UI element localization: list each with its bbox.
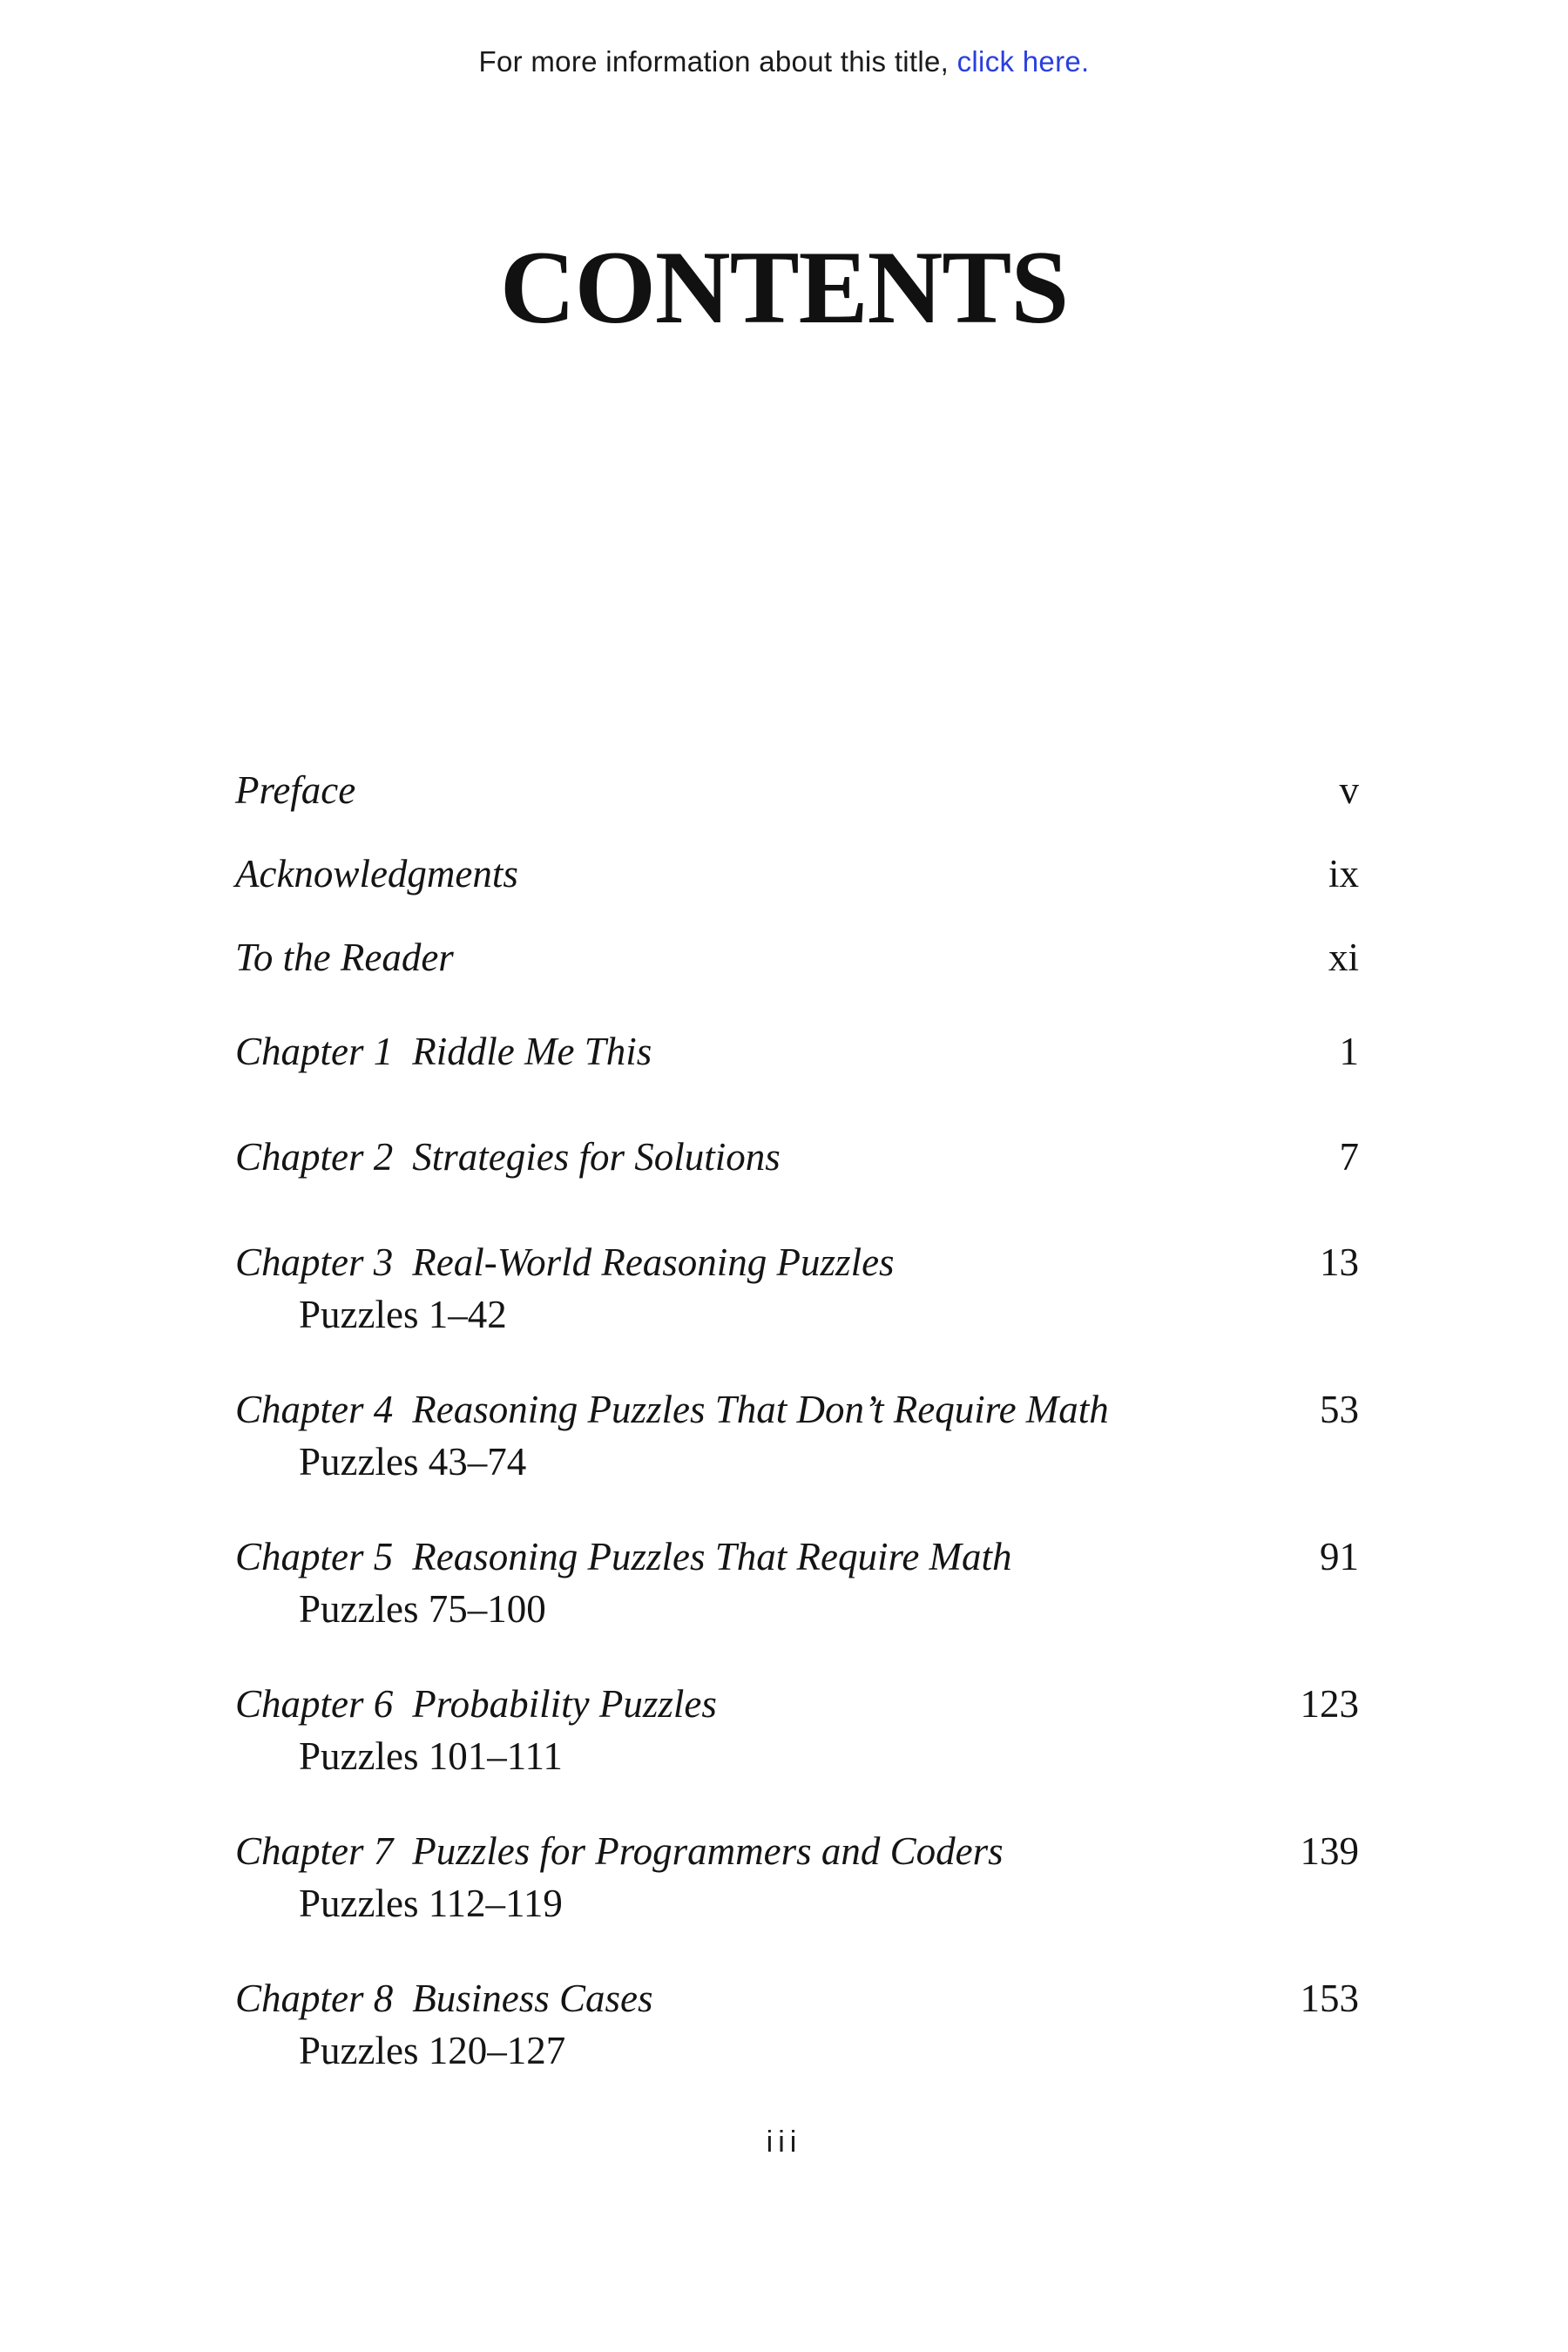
toc-entry-title [235,1531,1012,1583]
chapter-title: Business Cases [412,1977,653,2020]
click-here-link[interactable]: click here. [956,45,1090,78]
toc-entry-preface[interactable] [235,764,1359,816]
toc-entry-title: To the Reader [235,936,454,979]
chapter-title: Reasoning Puzzles That Require Math [412,1535,1012,1578]
toc-entry-puzzles: Puzzles 43–74 [299,1440,527,1484]
toc-entry-page: 139 [1300,1829,1359,1873]
toc-entry-chapter-5[interactable] [235,1531,1359,1635]
toc-entry-title [235,1383,1109,1436]
toc-entry-page: 53 [1320,1388,1359,1431]
toc-entry-chapter-3[interactable] [235,1236,1359,1341]
toc-entry-puzzles: Puzzles 1–42 [299,1293,507,1336]
toc-entry-chapter-8[interactable] [235,1972,1359,2077]
chapter-label: Chapter 2 [235,1135,394,1179]
toc-entry-chapter-2[interactable] [235,1131,1359,1183]
chapter-label: Chapter 1 [235,1030,394,1073]
toc-entry-puzzles: Puzzles 112–119 [299,1882,563,1925]
chapter-label: Chapter 3 [235,1240,394,1284]
toc-entry-page: 7 [1339,1135,1359,1179]
toc-entry-title: Preface [235,768,356,812]
toc-entry-title [235,1131,781,1183]
toc-entry-page: xi [1328,936,1359,979]
toc-entry-title: Acknowledgments [235,852,518,896]
page-number: iii [766,2126,802,2159]
chapter-title: Puzzles for Programmers and Coders [412,1829,1004,1873]
toc-entry-title [235,1025,652,1078]
toc-entry-puzzles: Puzzles 75–100 [299,1587,546,1631]
toc-entry-puzzles: Puzzles 120–127 [299,2029,566,2072]
chapter-title: Real-World Reasoning Puzzles [412,1240,895,1284]
chapter-label: Chapter 6 [235,1682,394,1726]
toc-entry-title [235,1236,895,1288]
toc-entry-title [235,1972,653,2024]
toc-entry-chapter-1[interactable] [235,1025,1359,1078]
toc-entry-chapter-7[interactable] [235,1825,1359,1930]
toc-entry-page: ix [1328,852,1359,896]
toc-entry-acknowledgments[interactable] [235,848,1359,900]
toc-entry-title [235,1825,1004,1877]
toc-entry-chapter-4[interactable] [235,1383,1359,1488]
chapter-title: Reasoning Puzzles That Don’t Require Math [412,1388,1109,1431]
toc-entry-page: 13 [1320,1240,1359,1284]
toc-entry-title [235,1678,717,1730]
info-text: For more information about this title, [478,45,950,78]
toc-entry-to-the-reader[interactable] [235,931,1359,983]
toc-entry-chapter-6[interactable] [235,1678,1359,1782]
toc-entry-page: v [1339,768,1359,812]
chapter-title: Riddle Me This [412,1030,652,1073]
chapter-title: Strategies for Solutions [412,1135,781,1179]
toc-entry-page: 1 [1339,1030,1359,1073]
chapter-label: Chapter 8 [235,1977,394,2020]
chapter-label: Chapter 5 [235,1535,394,1578]
page-title: CONTENTS [499,229,1069,345]
toc-entry-page: 153 [1300,1977,1359,2020]
chapter-title: Probability Puzzles [412,1682,717,1726]
chapter-label: Chapter 7 [235,1829,394,1873]
toc-entry-puzzles: Puzzles 101–111 [299,1734,563,1778]
table-of-contents [235,0,1359,2352]
chapter-label: Chapter 4 [235,1388,394,1431]
toc-entry-page: 123 [1300,1682,1359,1726]
toc-entry-page: 91 [1320,1535,1359,1578]
